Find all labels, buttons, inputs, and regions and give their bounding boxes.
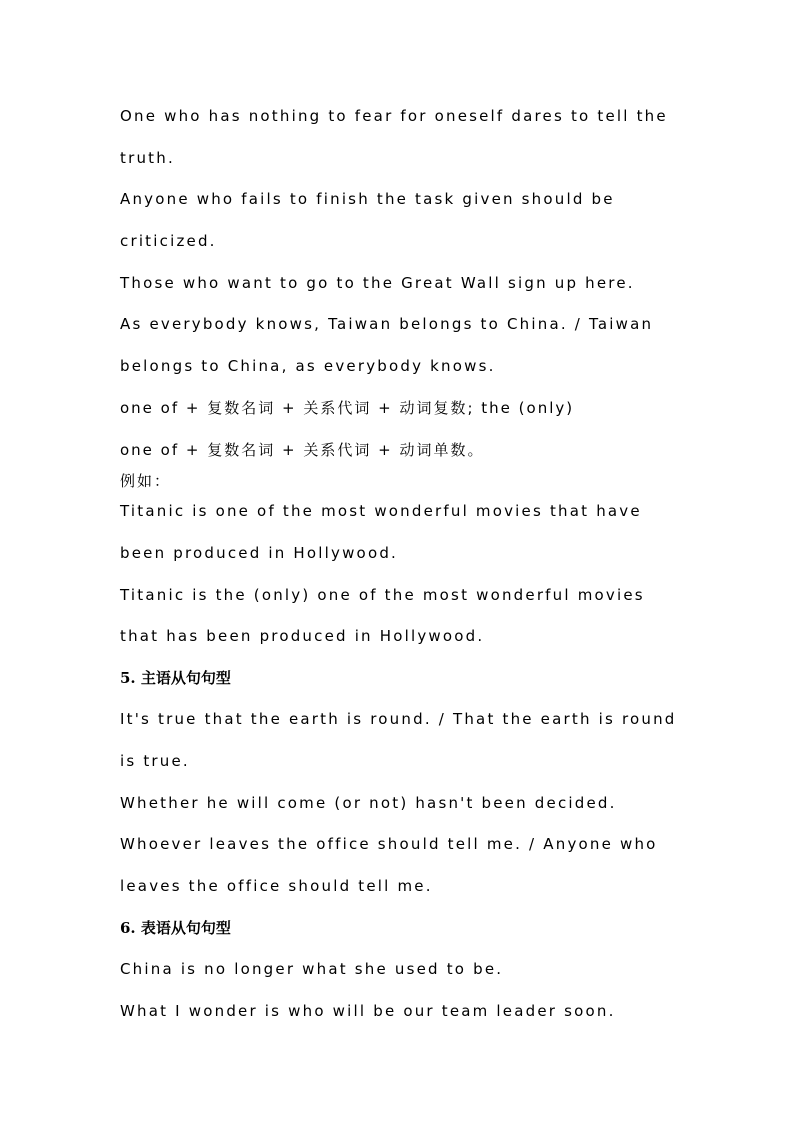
text-line: criticized. bbox=[120, 232, 217, 250]
text-line: Those who want to go to the Great Wall sign up here. bbox=[120, 274, 635, 292]
text-line: belongs to China, as everybody knows. bbox=[120, 357, 496, 375]
text-line: One who has nothing to fear for oneself dares to tell the bbox=[120, 107, 668, 125]
text-line: been produced in Hollywood. bbox=[120, 544, 399, 562]
text-line: Whether he will come (or not) hasn't been decided. bbox=[120, 794, 617, 812]
text-line: Anyone who fails to finish the task given should be bbox=[120, 190, 615, 208]
text-line: one of + 复数名词 + 关系代词 + 动词单数。 bbox=[120, 441, 485, 459]
text-line: Whoever leaves the office should tell me. / Anyone who bbox=[120, 835, 658, 853]
text-line: China is no longer what she used to be. bbox=[120, 960, 504, 978]
text-line: leaves the office should tell me. bbox=[120, 877, 433, 895]
text-line: Titanic is the (only) one of the most wonderful movies bbox=[120, 586, 645, 604]
text-line: Titanic is one of the most wonderful movies that have bbox=[120, 502, 642, 520]
section-heading: 6. 表语从句句型 bbox=[120, 919, 231, 937]
text-line: As everybody knows, Taiwan belongs to China. / Taiwan bbox=[120, 315, 654, 333]
text-line: truth. bbox=[120, 149, 175, 167]
text-line: one of + 复数名词 + 关系代词 + 动词复数; the (only) bbox=[120, 399, 575, 417]
text-line: that has been produced in Hollywood. bbox=[120, 627, 485, 645]
document-page bbox=[120, 0, 680, 1123]
text-line: It's true that the earth is round. / That the earth is round bbox=[120, 710, 677, 728]
text-line: What I wonder is who will be our team leader soon. bbox=[120, 1002, 616, 1020]
text-line: is true. bbox=[120, 752, 190, 770]
example-label: 例如： bbox=[120, 472, 172, 490]
section-heading: 5. 主语从句句型 bbox=[120, 669, 231, 687]
